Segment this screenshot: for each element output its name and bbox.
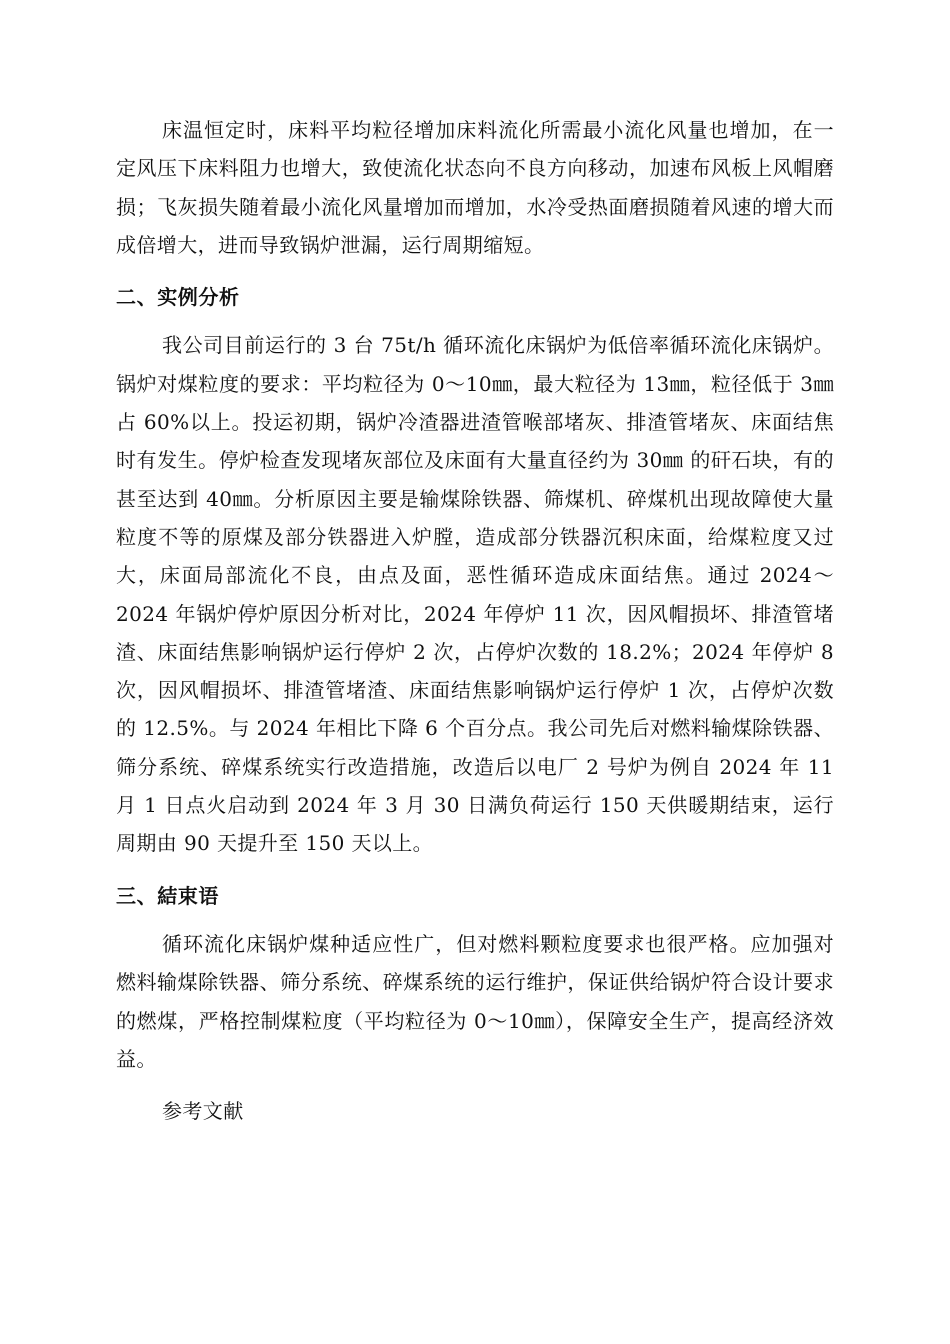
spacer: [116, 1078, 834, 1092]
document-body: [116, 111, 834, 1130]
paragraph-case-analysis: 我公司目前运行的 3 台 75t/h 循环流化床锅炉为低倍率循环流化床锅炉。锅炉对煤粒度的要求：平均粒径为 0～10㎜，最大粒径为 13㎜，粒径低于 3㎜ 占 60%以上。投运初期，锅炉冷渣器进渣管喉部堵灰、排渣管堵灰、床面结焦时有发生。停炉检查发现堵灰部位及床面有大量直径约为 30㎜ 的矸石块，有的甚至达到 40㎜。分析原因主要是输煤除铁器、筛煤机、碎煤机出现故障使大量粒度不等的原煤及部分铁器进入炉膛，造成部分铁器沉积床面，给煤粒度又过大，床面局部流化不良，由点及面，恶性循环造成床面结焦。通过 2024～2024 年锅炉停炉原因分析对比，2024 年停炉 11 次，因风帽损坏、排渣管堵渣、床面结焦影响锅炉运行停炉 2 次，占停炉次数的 18.2%；2024 年停炉 8 次，因风帽损坏、排渣管堵渣、床面结焦影响锅炉运行停炉 1 次，占停炉次数的 12.5%。与 2024 年相比下降 6 个百分点。我公司先后对燃料输煤除铁器、筛分系统、碎煤系统实行改造措施，改造后以电厂 2 号炉为例自 2024 年 11 月 1 日点火启动到 2024 年 3 月 30 日满负荷运行 150 天供暖期结束，运行周期由 90 天提升至 150 天以上。: [116, 333, 834, 856]
spacer: [116, 863, 834, 877]
references-label: 参考文献: [162, 1099, 244, 1124]
spacer: [116, 915, 834, 925]
spacer: [116, 264, 834, 278]
section-heading-conclusion: 三、結束语: [116, 883, 219, 908]
paragraph-bed-temperature: 床温恒定时，床料平均粒径增加床料流化所需最小流化风量也增加，在一定风压下床料阻力也增大，致使流化状态向不良方向移动，加速布风板上风帽磨损；飞灰损失随着最小流化风量增加而增加，水冷受热面磨损随着风速的增大而成倍增大，进而导致锅炉泄漏，运行周期缩短。: [116, 118, 834, 257]
paragraph-conclusion: 循环流化床锅炉煤种适应性广，但对燃料颗粒度要求也很严格。应加强对燃料输煤除铁器、筛分系统、碎煤系统的运行维护，保证供给锅炉符合设计要求的燃煤，严格控制煤粒度（平均粒径为 0～10㎜），保障安全生产，提高经济效益。: [116, 931, 834, 1071]
section-heading-case-analysis: 二、实例分析: [116, 285, 240, 310]
spacer: [116, 316, 834, 326]
